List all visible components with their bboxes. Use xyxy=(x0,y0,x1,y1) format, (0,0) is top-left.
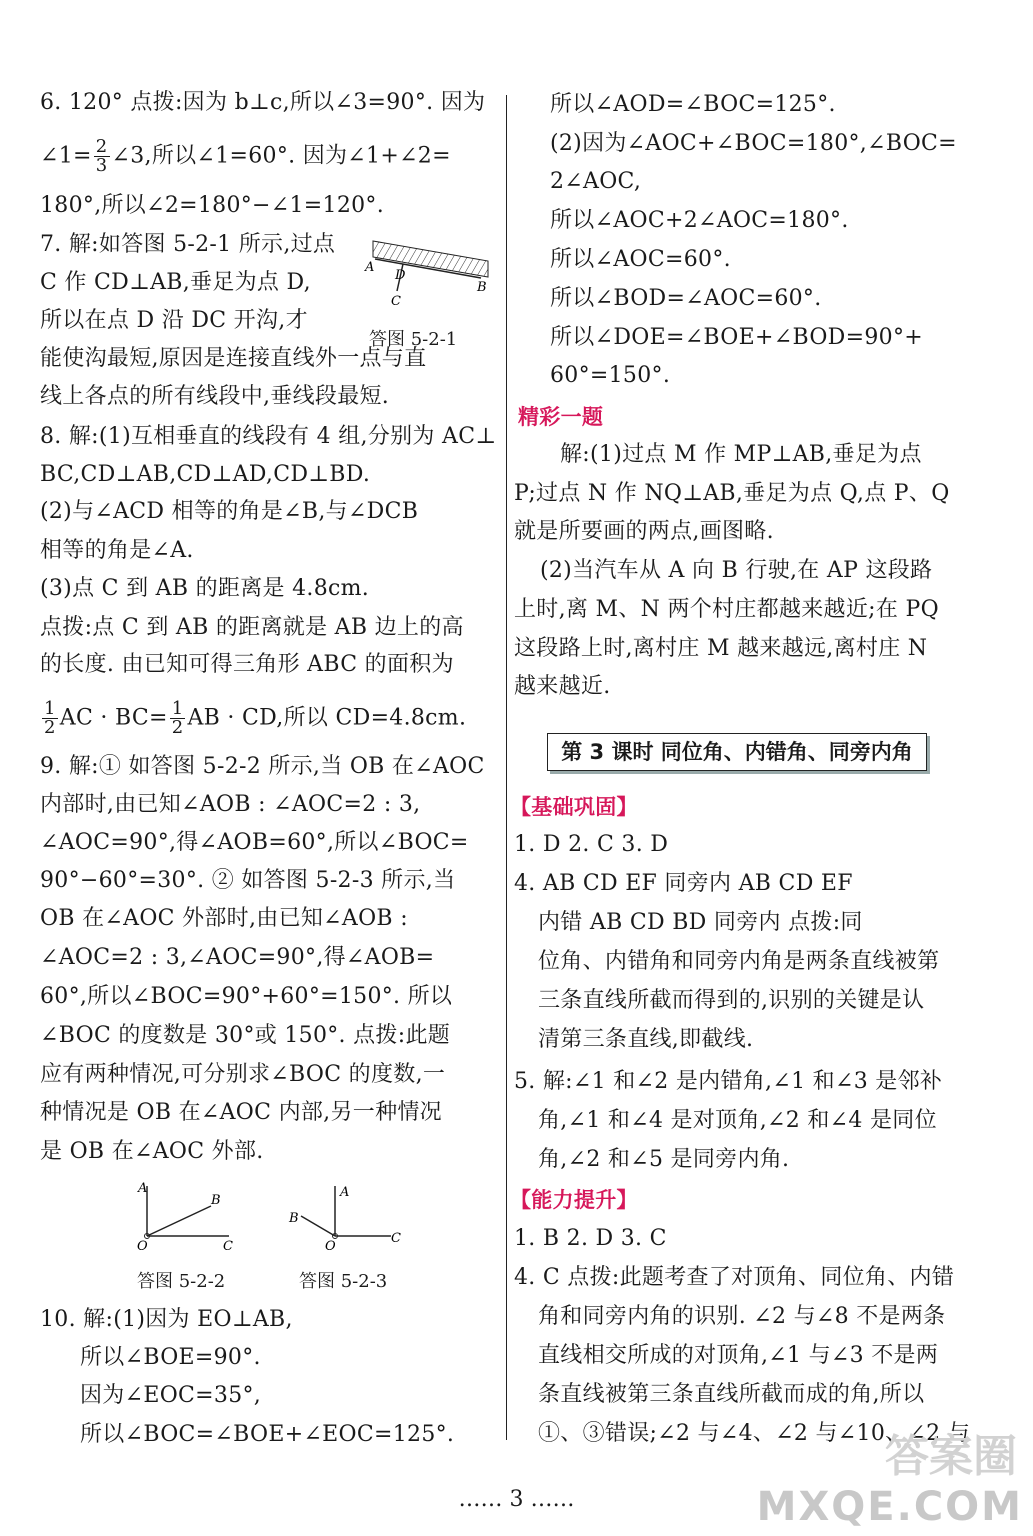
advanced-line-6: ①、③错误;∠2 与∠4、∠2 与∠10、∠2 与 xyxy=(538,1421,971,1446)
q6-line-2b: ∠3,所以∠1=60°. 因为∠1+∠2= xyxy=(111,143,451,169)
advanced-tag: 【能力提升】 xyxy=(510,1188,638,1212)
q8-line-5: (3)点 C 到 AB 的距离是 4.8cm. xyxy=(40,576,370,601)
advanced-line-2: 4. C 点拨:此题考查了对顶角、同位角、内错 xyxy=(514,1265,955,1290)
q10-cont-line-7: 所以∠DOE=∠BOE+∠BOD=90°+ xyxy=(550,325,923,350)
basic-tag: 【基础巩固】 xyxy=(510,795,638,819)
q9-line-9: 应有两种情况,可分别求∠BOC 的度数,一 xyxy=(40,1062,446,1087)
q10-line-1: 10. 解:(1)因为 EO⊥AB, xyxy=(40,1307,293,1332)
highlight-line-5: 上时,离 M、N 两个村庄都越来越近;在 PQ xyxy=(514,597,939,622)
highlight-line-6: 这段路上时,离村庄 M 越来越远,离村庄 N xyxy=(514,636,928,661)
label-o: O xyxy=(325,1239,336,1254)
watermark-logo: 答案圈 xyxy=(885,1431,1017,1482)
q10-line-2: 所以∠BOE=90°. xyxy=(80,1345,261,1370)
figure-5-2-2-caption: 答图 5-2-2 xyxy=(137,1271,226,1292)
label-b: B xyxy=(289,1211,299,1226)
q8-line-3: (2)与∠ACD 相等的角是∠B,与∠DCB xyxy=(40,499,419,524)
basic-line-2: 4. AB CD EF 同旁内 AB CD EF xyxy=(514,871,853,896)
q8-line-1: 8. 解:(1)互相垂直的线段有 4 组,分别为 AC⊥ xyxy=(40,424,497,449)
figure-5-2-2 xyxy=(133,1176,243,1256)
basic-line-6: 清第三条直线,即截线. xyxy=(538,1027,754,1052)
highlight-line-2: P;过点 N 作 NQ⊥AB,垂足为点 Q,点 P、Q xyxy=(514,481,950,506)
q9-line-4: 90°−60°=30°. ② 如答图 5-2-3 所示,当 xyxy=(40,868,456,893)
q8-line-2: BC,CD⊥AB,CD⊥AD,CD⊥BD. xyxy=(40,462,371,487)
fraction-numerator: 2 xyxy=(95,136,108,157)
basic-line-4: 位角、内错角和同旁内角是两条直线被第 xyxy=(538,949,940,974)
q10-cont-line-3: 2∠AOC, xyxy=(550,169,642,194)
advanced-line-4: 直线相交所成的对顶角,∠1 与∠3 不是两 xyxy=(538,1343,939,1368)
fraction-half xyxy=(42,700,58,737)
q7-line-1: 7. 解:如答图 5-2-1 所示,过点 xyxy=(40,232,336,257)
fraction-numerator: 1 xyxy=(171,698,184,719)
q6-line-3: 180°,所以∠2=180°−∠1=120°. xyxy=(40,193,385,218)
q9-line-3: ∠AOC=90°,得∠AOB=60°,所以∠BOC= xyxy=(40,830,469,855)
q6-line-1: 6. 120° 点拨:因为 b⊥c,所以∠3=90°. 因为 xyxy=(40,90,486,115)
q8-line-4: 相等的角是∠A. xyxy=(40,538,194,563)
advanced-line-5: 条直线被第三条直线所截而成的角,所以 xyxy=(538,1382,925,1407)
advanced-line-1: 1. B 2. D 3. C xyxy=(514,1226,667,1251)
q9-line-11: 是 OB 在∠AOC 外部. xyxy=(40,1139,264,1164)
q10-cont-line-1: 所以∠AOD=∠BOC=125°. xyxy=(550,92,836,117)
figure-5-2-1 xyxy=(363,233,493,323)
fraction-denominator: 2 xyxy=(44,717,56,738)
q9-line-10: 种情况是 OB 在∠AOC 内部,另一种情况 xyxy=(40,1100,442,1125)
fraction-numerator: 1 xyxy=(44,698,56,719)
figure-5-2-3-caption: 答图 5-2-3 xyxy=(299,1271,388,1292)
basic-line-7: 5. 解:∠1 和∠2 是内错角,∠1 和∠3 是邻补 xyxy=(514,1069,943,1094)
fraction-denominator: 3 xyxy=(95,155,108,176)
lesson-title-box: 第 3 课时 同位角、内错角、同旁内角 xyxy=(547,733,927,771)
label-c: C xyxy=(223,1239,233,1254)
highlight-line-4: (2)当汽车从 A 向 B 行驶,在 AP 这段路 xyxy=(540,558,933,583)
q9-line-7: 60°,所以∠BOC=90°+60°=150°. 所以 xyxy=(40,984,453,1009)
label-o: O xyxy=(137,1239,148,1254)
label-b: B xyxy=(477,280,487,295)
q6-line-2 xyxy=(40,138,451,175)
q10-cont-line-5: 所以∠AOC=60°. xyxy=(550,247,731,272)
basic-line-3: 内错 AB CD BD 同旁内 点拨:同 xyxy=(538,910,863,935)
basic-line-9: 角,∠2 和∠5 是同旁内角. xyxy=(538,1147,790,1172)
label-a: A xyxy=(138,1181,148,1196)
q10-cont-line-6: 所以∠BOD=∠AOC=60°. xyxy=(550,286,822,311)
column-divider xyxy=(506,95,507,1440)
q7-line-3: 所以在点 D 沿 DC 开沟,才 xyxy=(40,308,308,333)
highlight-line-7: 越来越近. xyxy=(514,674,611,699)
q9-line-8: ∠BOC 的度数是 30°或 150°. 点拨:此题 xyxy=(40,1023,451,1048)
ray-ob xyxy=(147,1206,211,1236)
basic-line-8: 角,∠1 和∠4 是对顶角,∠2 和∠4 是同位 xyxy=(538,1108,937,1133)
fraction-half xyxy=(170,700,186,737)
label-a: A xyxy=(340,1185,350,1200)
label-a: A xyxy=(365,260,375,275)
label-b: B xyxy=(211,1193,221,1208)
q10-line-3: 因为∠EOC=35°, xyxy=(80,1383,262,1408)
q9-line-5: OB 在∠AOC 外部时,由已知∠AOB : xyxy=(40,906,408,931)
advanced-line-3: 角和同旁内角的识别. ∠2 与∠8 不是两条 xyxy=(538,1304,946,1329)
label-c: C xyxy=(391,294,401,309)
q10-line-4: 所以∠BOC=∠BOE+∠EOC=125°. xyxy=(80,1422,455,1447)
q9-line-1: 9. 解:① 如答图 5-2-2 所示,当 OB 在∠AOC xyxy=(40,754,485,779)
page-number: …… 3 …… xyxy=(458,1487,575,1512)
highlight-tag: 精彩一题 xyxy=(518,405,604,429)
q10-cont-line-4: 所以∠AOC+2∠AOC=180°. xyxy=(550,208,849,233)
label-c: C xyxy=(391,1231,401,1246)
q8-line-8a: AC · BC= xyxy=(59,705,168,731)
highlight-line-3: 就是所要画的两点,画图略. xyxy=(514,519,774,544)
highlight-line-1: 解:(1)过点 M 作 MP⊥AB,垂足为点 xyxy=(560,442,922,467)
ray-ob xyxy=(301,1216,335,1236)
q9-line-6: ∠AOC=2 : 3,∠AOC=90°,得∠AOB= xyxy=(40,945,435,970)
label-d: D xyxy=(395,268,406,283)
q8-line-6: 点拨:点 C 到 AB 的距离就是 AB 边上的高 xyxy=(40,615,464,640)
basic-line-5: 三条直线所截而得到的,识别的关键是认 xyxy=(538,988,925,1013)
fraction-denominator: 2 xyxy=(171,717,184,738)
fraction-two-thirds xyxy=(94,138,110,175)
figure-5-2-1-caption: 答图 5-2-1 xyxy=(369,329,458,350)
q8-line-8b: AB · CD,所以 CD=4.8cm. xyxy=(187,705,467,731)
q7-line-2: C 作 CD⊥AB,垂足为点 D, xyxy=(40,270,311,295)
q10-cont-line-2: (2)因为∠AOC+∠BOC=180°,∠BOC= xyxy=(550,131,957,156)
watermark-url: MXQE.COM xyxy=(756,1484,1023,1530)
q10-cont-line-8: 60°=150°. xyxy=(550,363,671,388)
q7-line-4: 能使沟最短,原因是连接直线外一点与直 xyxy=(40,346,427,371)
q6-line-2a: ∠1= xyxy=(40,143,92,169)
q9-line-2: 内部时,由已知∠AOB : ∠AOC=2 : 3, xyxy=(40,792,421,817)
ditch-hatched-band xyxy=(373,241,488,277)
q8-line-7: 的长度. 由已知可得三角形 ABC 的面积为 xyxy=(40,652,454,677)
q8-line-8 xyxy=(40,700,466,737)
figure-5-2-3 xyxy=(283,1176,413,1256)
basic-line-1: 1. D 2. C 3. D xyxy=(514,832,669,857)
q7-line-5: 线上各点的所有线段中,垂线段最短. xyxy=(40,384,390,409)
